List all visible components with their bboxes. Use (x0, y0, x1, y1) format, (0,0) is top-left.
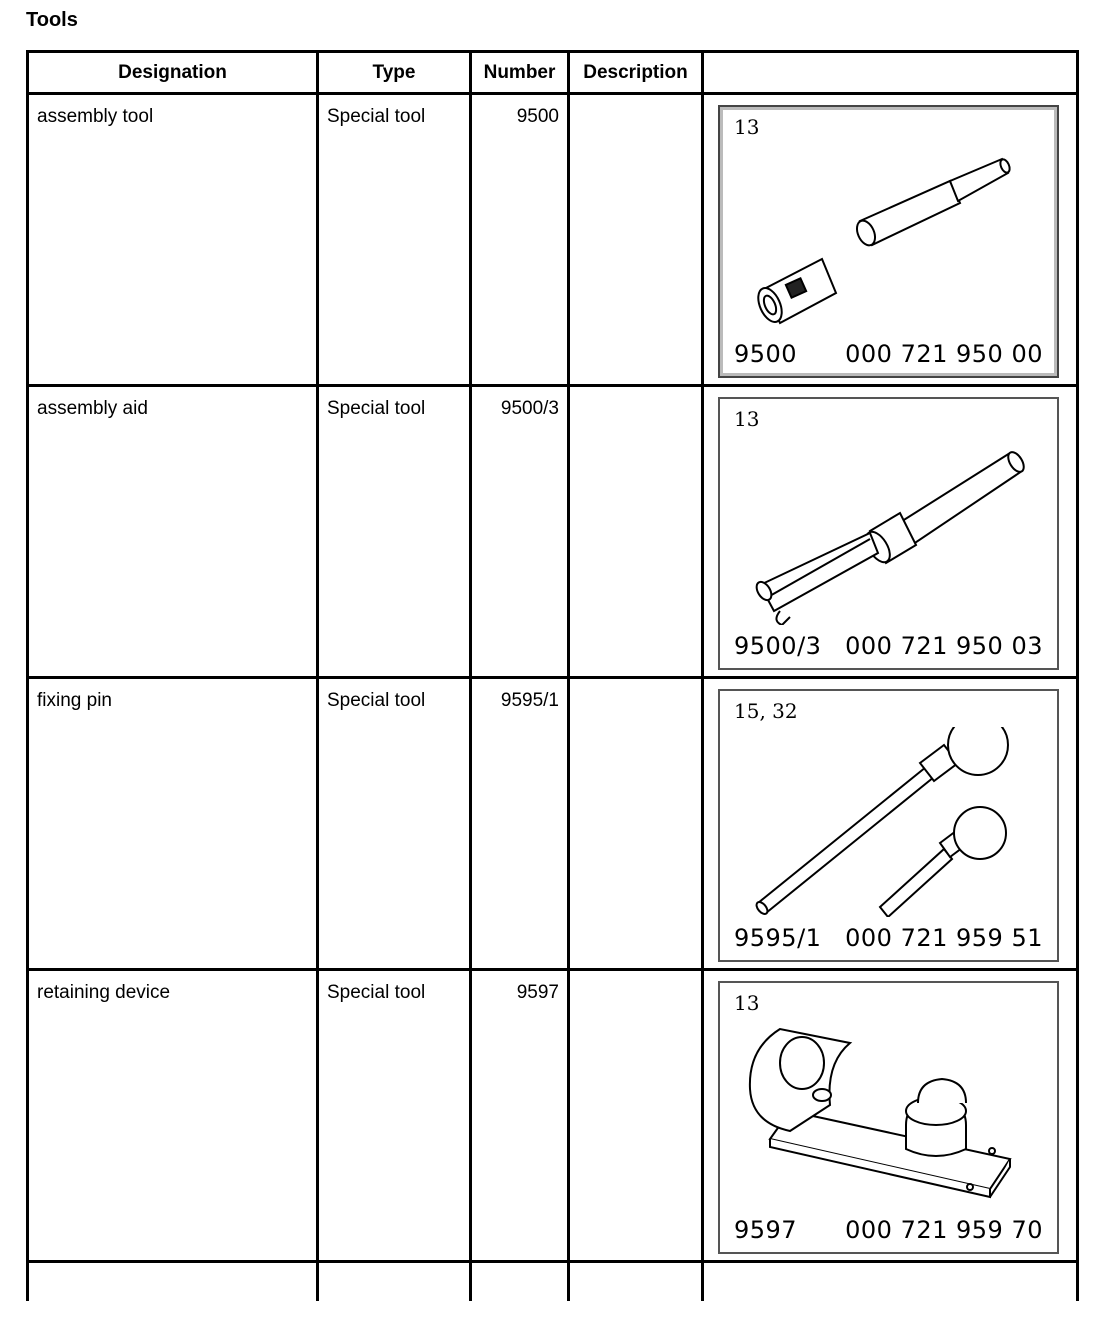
type-cell (318, 94, 471, 386)
description-text (570, 679, 701, 690)
empty-cell (28, 1262, 318, 1302)
illustration-tool-number: 9500 (734, 340, 798, 368)
image-cell (703, 386, 1078, 678)
type-cell (318, 386, 471, 678)
header-type: Type (318, 52, 471, 94)
image-cell (703, 970, 1078, 1262)
type-text: Special tool (327, 398, 426, 419)
fixing-pin-illustration-icon (730, 727, 1048, 917)
description-text (570, 387, 701, 398)
type-text: Special tool (327, 106, 426, 127)
empty-cell (569, 1262, 703, 1302)
image-cell (703, 678, 1078, 970)
header-description: Description (569, 52, 703, 94)
assembly-aid-illustration-icon (730, 435, 1048, 625)
illustration-part-number: 000 721 959 51 (845, 924, 1043, 952)
illustration-top-label: 13 (734, 115, 760, 139)
tool-illustration (718, 397, 1059, 670)
description-cell (569, 94, 703, 386)
tool-illustration (718, 981, 1059, 1254)
type-text: Special tool (327, 690, 426, 711)
number-text: 9595/1 (500, 690, 559, 711)
tool-illustration (718, 689, 1059, 962)
description-cell (569, 678, 703, 970)
number-cell (471, 94, 569, 386)
designation-cell (28, 386, 318, 678)
designation-text: assembly aid (37, 398, 148, 419)
number-text: 9500 (516, 106, 559, 127)
empty-cell (318, 1262, 471, 1302)
illustration-part-number: 000 721 950 03 (845, 632, 1043, 660)
number-cell (471, 678, 569, 970)
illustration-part-number: 000 721 950 00 (845, 340, 1043, 368)
illustration-top-label: 13 (734, 407, 760, 431)
number-text: 9597 (516, 982, 559, 1003)
illustration-tool-number: 9595/1 (734, 924, 822, 952)
designation-cell (28, 970, 318, 1262)
tools-table (26, 50, 1079, 1301)
number-cell (471, 970, 569, 1262)
assembly-tool-illustration-icon (730, 143, 1048, 333)
type-text: Special tool (327, 982, 426, 1003)
description-cell (569, 970, 703, 1262)
retaining-device-illustration-icon (730, 1019, 1048, 1209)
number-cell (471, 386, 569, 678)
header-designation: Designation (28, 52, 318, 94)
table-header-row (28, 52, 1078, 94)
page-title: Tools (26, 9, 78, 31)
table-row (28, 970, 1078, 1262)
image-cell (703, 94, 1078, 386)
table-row-continuation (28, 1262, 1078, 1302)
empty-cell (703, 1262, 1078, 1302)
description-text (570, 95, 701, 106)
illustration-top-label: 13 (734, 991, 760, 1015)
tool-illustration (718, 105, 1059, 378)
table-row (28, 386, 1078, 678)
illustration-part-number: 000 721 959 70 (845, 1216, 1043, 1244)
designation-text: fixing pin (37, 690, 112, 711)
table-row (28, 678, 1078, 970)
designation-cell (28, 94, 318, 386)
designation-text: retaining device (37, 982, 171, 1003)
empty-cell (471, 1262, 569, 1302)
header-image (703, 52, 1078, 94)
description-cell (569, 386, 703, 678)
illustration-top-label: 15, 32 (734, 699, 798, 723)
table-row (28, 94, 1078, 386)
type-cell (318, 970, 471, 1262)
designation-text: assembly tool (37, 106, 154, 127)
type-cell (318, 678, 471, 970)
header-number: Number (471, 52, 569, 94)
illustration-tool-number: 9597 (734, 1216, 798, 1244)
number-text: 9500/3 (500, 398, 559, 419)
designation-cell (28, 678, 318, 970)
illustration-tool-number: 9500/3 (734, 632, 822, 660)
description-text (570, 971, 701, 982)
